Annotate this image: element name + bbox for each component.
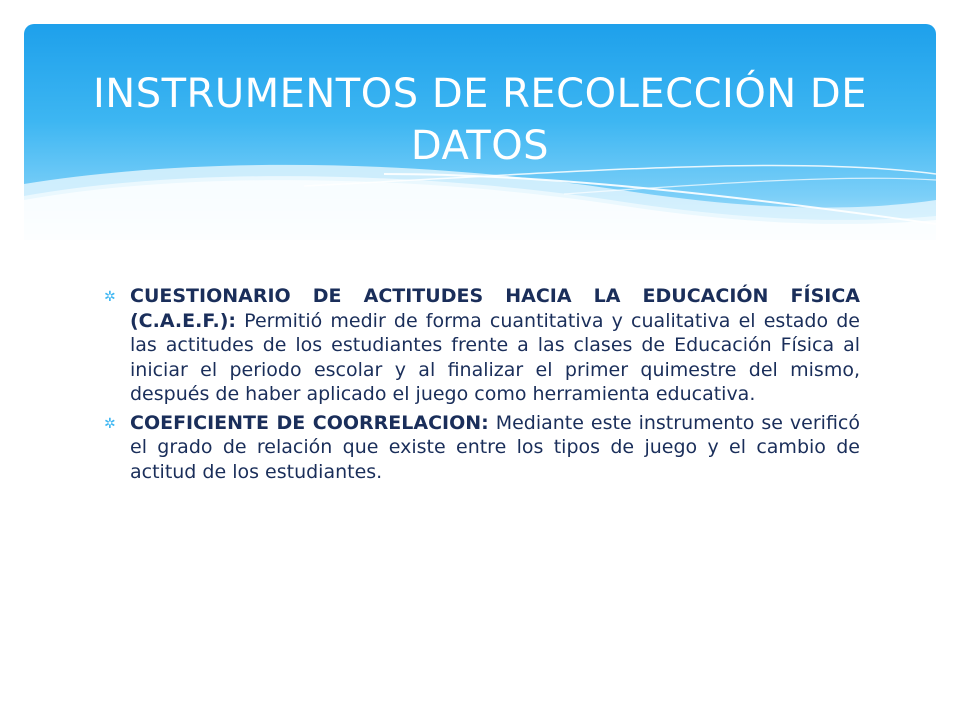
- bullet-lead: CUESTIONARIO DE ACTITUDES HACIA LA EDUCACIÓN FÍSICA (C.A.E.F.):: [130, 285, 860, 332]
- slide-title: INSTRUMENTOS DE RECOLECCIÓN DE DATOS: [92, 71, 868, 169]
- asterisk-bullet-icon: ✲: [104, 289, 116, 305]
- asterisk-bullet-icon: ✲: [104, 415, 116, 432]
- bullet-list: [100, 284, 860, 488]
- title-banner: [24, 24, 936, 240]
- bullet-text: Mediante este instrumento se verificó el grado de relación que existe entre los tipos de juego y el cambio de actitud de los estudiantes.: [130, 411, 860, 483]
- bullet-item: [100, 284, 860, 407]
- bullet-lead: COEFICIENTE DE COORRELACION:: [130, 411, 489, 434]
- bullet-item: [100, 411, 860, 485]
- bullet-text: Permitió medir de forma cuantitativa y cualitativa el estado de las actitudes de los estudiantes frente a las clases de Educación Física al iniciar el periodo escolar y al finalizar el primer quimestre del mismo, después de haber aplicado el juego como herramienta educativa.: [130, 309, 860, 405]
